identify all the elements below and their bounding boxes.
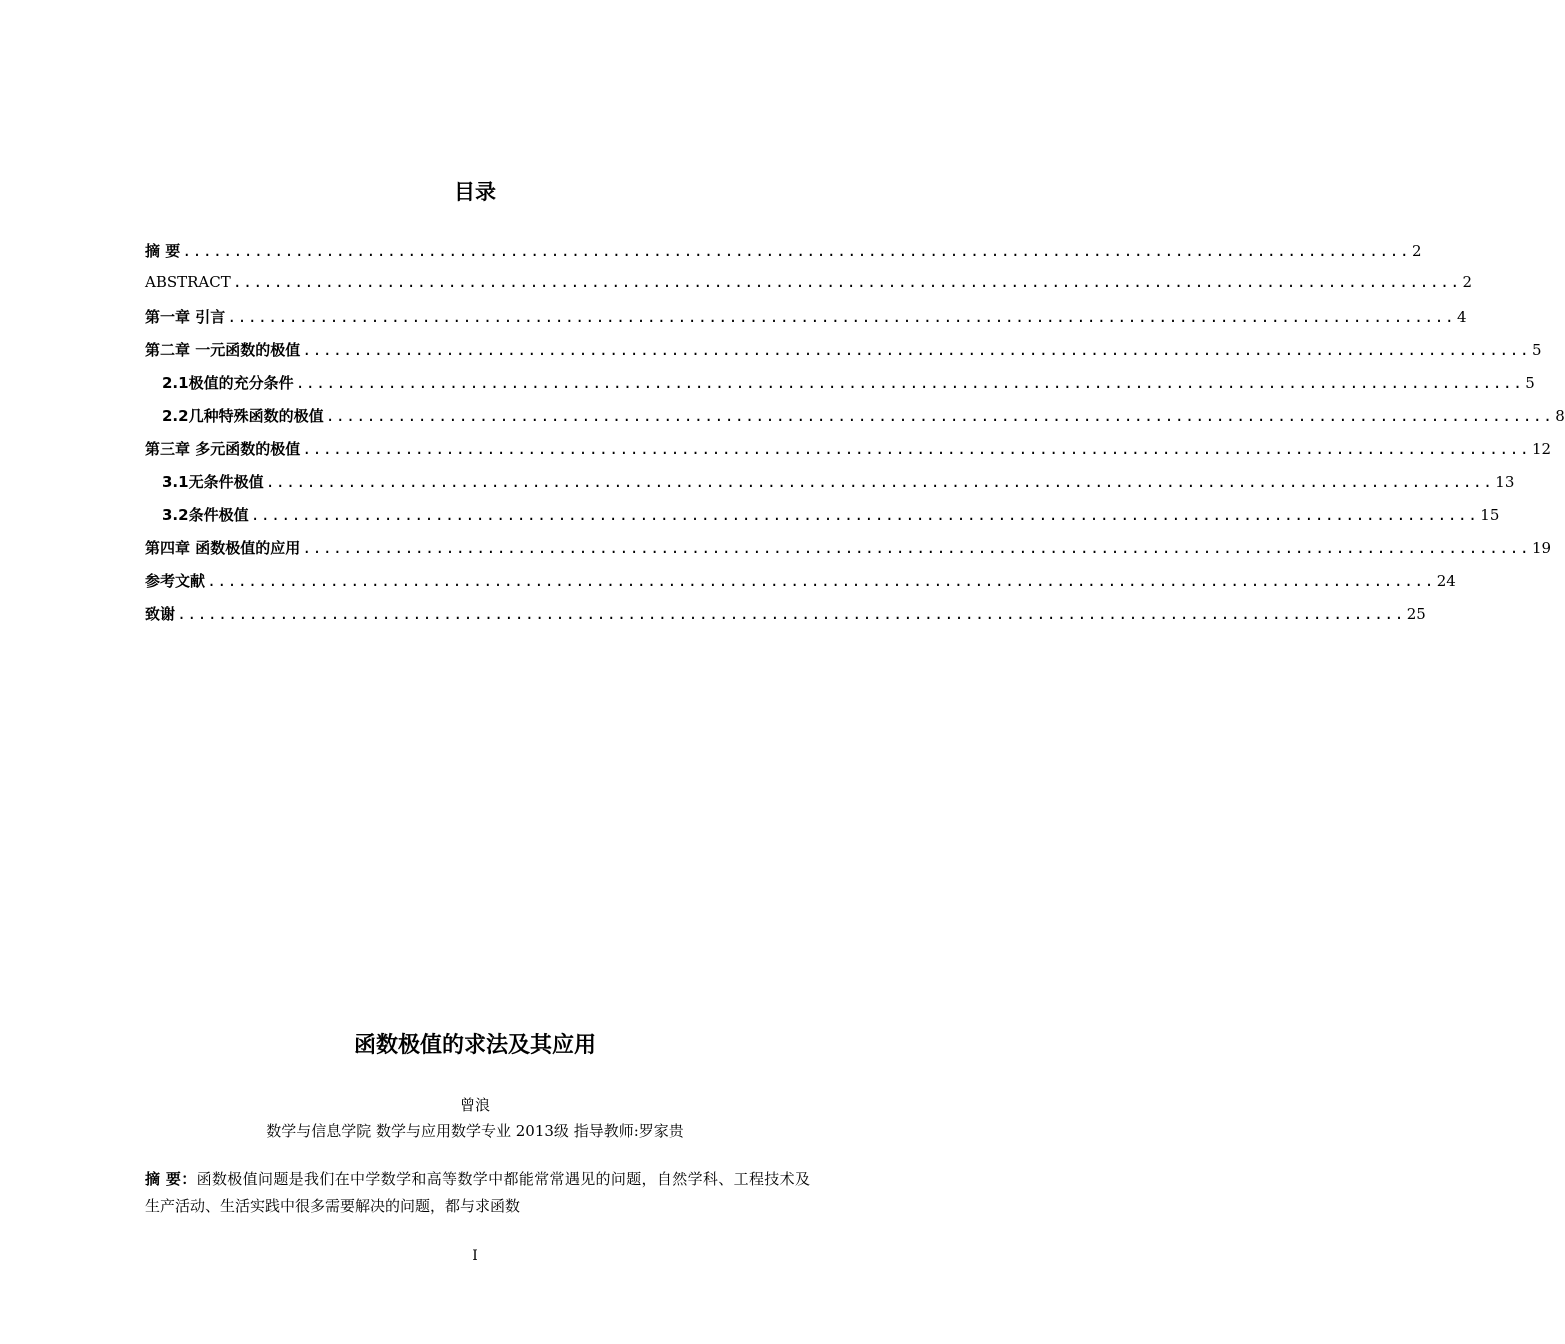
toc-entry-label: ABSTRACT [145, 273, 231, 291]
toc-leader-dots: ........................................................................................................................ [227, 308, 1455, 326]
toc-leader-dots: ........................................................................................................................ [325, 407, 1554, 425]
toc-entry-label: 2.1极值的充分条件 [162, 374, 294, 392]
toc-entry-section-3-1[interactable] [145, 471, 1515, 504]
author-affiliation: 数学与信息学院 数学与应用数学专业 2013级 指导教师:罗家贵 [266, 1122, 684, 1140]
toc-entry-acknowledgements[interactable] [145, 603, 1426, 636]
toc-entry-label: 3.1无条件极值 [162, 473, 264, 491]
toc-entry-chapter-3[interactable] [145, 438, 1552, 471]
toc-entry-label: 摘 要 [145, 242, 181, 260]
toc-leader-dots: ........................................................................................................................ [302, 440, 1530, 458]
toc-entry-page: 24 [1436, 572, 1456, 590]
toc-entry-label: 2.2几种特殊函数的极值 [162, 407, 324, 425]
toc-leader-dots: ........................................................................................................................ [182, 242, 1410, 260]
toc-leader-dots: ........................................................................................................................ [302, 341, 1530, 359]
toc-entry-label: 第三章 多元函数的极值 [145, 440, 301, 458]
toc-entry-references[interactable] [145, 570, 1456, 603]
toc-leader-dots: ........................................................................................................................ [177, 605, 1405, 623]
page-number: I [472, 1248, 478, 1264]
abstract-label: 摘 要： [145, 1170, 197, 1188]
toc-leader-dots: ........................................................................................................................ [302, 539, 1530, 557]
toc-entry-section-2-2[interactable] [145, 405, 1565, 438]
toc-leader-dots: ........................................................................................................................ [295, 374, 1524, 392]
toc-entry-chapter-2[interactable] [145, 339, 1542, 372]
toc-entry-page: 2 [1462, 273, 1472, 291]
toc-entry-label: 3.2条件极值 [162, 506, 249, 524]
toc-entry-chapter-1[interactable] [145, 306, 1467, 339]
paper-title: 函数极值的求法及其应用 [353, 1033, 596, 1058]
toc-entry-abstract-en[interactable] [145, 273, 1472, 306]
toc-entry-page: 19 [1531, 539, 1552, 557]
toc-entry-page: 4 [1456, 308, 1467, 326]
abstract-paragraph [145, 1166, 810, 1220]
toc-entry-page: 5 [1531, 341, 1542, 359]
toc-entry-page: 2 [1411, 242, 1422, 260]
toc-entry-page: 12 [1531, 440, 1552, 458]
toc-entry-label: 致谢 [145, 605, 176, 623]
abstract-text: 函数极值问题是我们在中学数学和高等数学中都能常常遇见的问题，自然学科、工程技术及生产活动、生活实践中很多需要解决的问题，都与求函数 [145, 1170, 810, 1215]
toc-entry-chapter-4[interactable] [145, 537, 1552, 570]
toc-entry-page: 15 [1480, 506, 1500, 524]
toc-entry-label: 参考文献 [145, 572, 206, 590]
toc-leader-dots: ........................................................................................................................ [232, 273, 1461, 291]
toc-leader-dots: ........................................................................................................................ [207, 572, 1435, 590]
toc-title: 目录 [454, 180, 496, 204]
toc-entry-page: 25 [1406, 605, 1426, 623]
toc-leader-dots: ........................................................................................................................ [250, 506, 1479, 524]
toc-leader-dots: ........................................................................................................................ [265, 473, 1494, 491]
toc-entry-section-3-2[interactable] [145, 504, 1500, 537]
toc-entry-page: 5 [1525, 374, 1535, 392]
table-of-contents [145, 240, 1565, 636]
author-name: 曾浪 [459, 1096, 490, 1114]
toc-entry-section-2-1[interactable] [145, 372, 1535, 405]
toc-entry-label: 第一章 引言 [145, 308, 226, 326]
toc-entry-label: 第四章 函数极值的应用 [145, 539, 301, 557]
toc-entry-label: 第二章 一元函数的极值 [145, 341, 301, 359]
toc-entry-page: 8 [1555, 407, 1565, 425]
toc-entry-page: 13 [1495, 473, 1515, 491]
toc-entry-abstract-cn[interactable] [145, 240, 1422, 273]
